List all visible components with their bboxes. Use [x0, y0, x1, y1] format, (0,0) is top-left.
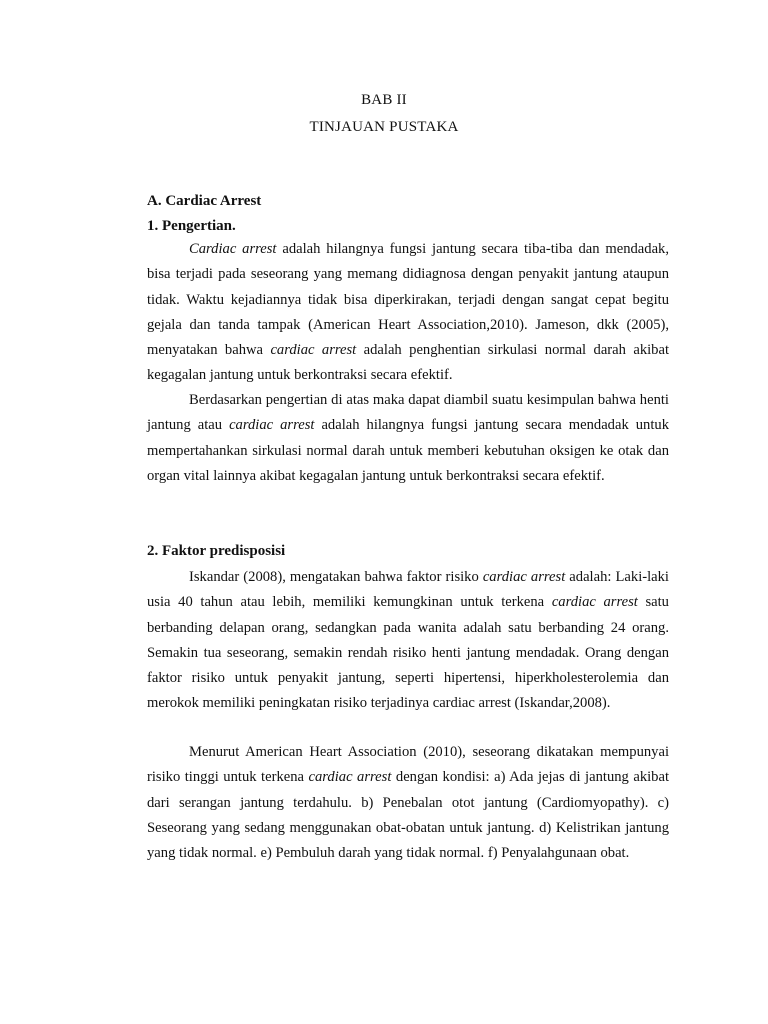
- paragraph-definition: [147, 237, 669, 389]
- italic-term: cardiac arrest: [229, 417, 315, 434]
- italic-term: cardiac arrest: [551, 594, 638, 611]
- text-run: Iskandar (2008), mengatakan bahwa faktor risiko: [189, 569, 483, 585]
- text-run: adalah hilangnya fungsi jantung secara tiba-tiba dan mendadak, bisa terjadi pada seseorang yang memang didiagnosa dengan penyakit jantung ataupun tidak. Waktu kejadiannya tidak bisa diperkirakan, terjadi dengan sangat cepat begitu gejala dan tanda tampak (American Heart Association,2010). Jameson, dkk (2005), menyatakan bahwa: [147, 241, 669, 359]
- text-run: adalah: Laki-laki usia 40 tahun atau lebih, memiliki kemungkinan untuk terkena: [147, 569, 669, 611]
- italic-term: Cardiac arrest: [189, 241, 277, 257]
- text-run: satu berbanding delapan orang, sedangkan pada wanita adalah satu berbanding 24 orang. Semakin tua seseorang, semakin rendah risiko henti jantung mendadak. Orang dengan faktor risiko untuk penyakit jantung, seperti hipertensi, hiperkholesterolemia dan merokok memiliki peningkatan risiko terjadinya cardiac arrest (Iskandar,2008).: [147, 594, 669, 712]
- paragraph-conclusion: [147, 388, 669, 489]
- paragraph-risk-factors: [147, 565, 669, 717]
- text-run: dengan kondisi: a) Ada jejas di jantung akibat dari serangan jantung terdahulu. b) Penebalan otot jantung (Cardiomyopathy). c) Seseorang yang sedang menggunakan obat-obatan untuk jantung. d) Kelistrikan jantung yang tidak normal. e) Pembuluh darah yang tidak normal. f) Penyalahgunaan obat.: [147, 769, 669, 862]
- paragraph-aha-conditions: [147, 740, 669, 866]
- text-run: adalah hilangnya fungsi jantung secara mendadak untuk mempertahankan sirkulasi normal darah untuk memberi kebutuhan oksigen ke otak dan organ vital lainnya akibat kegagalan jantung untuk berkontraksi secara efektif.: [147, 417, 669, 484]
- italic-term: cardiac arrest: [308, 769, 392, 786]
- text-run: adalah penghentian sirkulasi normal darah akibat kegagalan jantung untuk berkontraksi secara efektif.: [147, 342, 670, 384]
- chapter-title: TINJAUAN PUSTAKA: [309, 119, 459, 135]
- subheading-pengertian: 1. Pengertian.: [147, 218, 236, 234]
- italic-term: cardiac arrest: [270, 342, 357, 359]
- italic-term: cardiac arrest: [482, 569, 566, 585]
- subheading-faktor-predisposisi: 2. Faktor predisposisi: [147, 543, 286, 559]
- chapter-number: BAB II: [361, 92, 407, 108]
- section-heading-cardiac-arrest: A. Cardiac Arrest: [147, 193, 262, 209]
- text-run: Berdasarkan pengertian di atas maka dapat diambil suatu kesimpulan bahwa henti jantung atau: [147, 392, 669, 434]
- text-run: Menurut American Heart Association (2010), seseorang dikatakan mempunyai risiko tinggi untuk terkena: [147, 744, 669, 786]
